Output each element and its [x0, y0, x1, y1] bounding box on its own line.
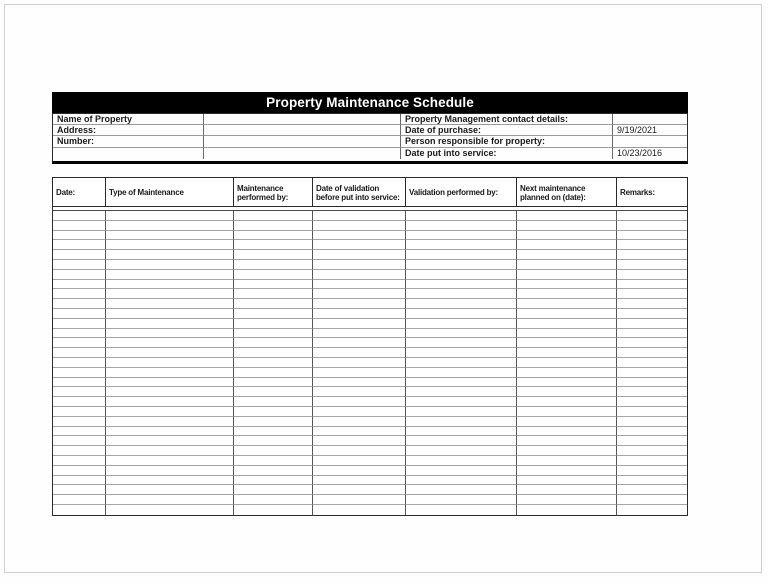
table-row — [53, 485, 687, 495]
number-label: Number: — [53, 136, 204, 147]
empty-cell[interactable] — [617, 397, 687, 407]
empty-cell[interactable] — [53, 329, 106, 339]
empty-cell[interactable] — [617, 231, 687, 241]
empty-cell[interactable] — [106, 280, 234, 290]
empty-cell[interactable] — [406, 466, 517, 476]
empty-cell[interactable] — [53, 427, 106, 437]
empty-cell[interactable] — [517, 211, 617, 221]
empty-cell[interactable] — [53, 270, 106, 280]
empty-cell[interactable] — [517, 270, 617, 280]
empty-cell[interactable] — [617, 329, 687, 339]
empty-cell[interactable] — [234, 505, 313, 515]
date-put-into-service-value[interactable]: 10/23/2016 — [617, 148, 663, 159]
title-bar — [52, 92, 688, 113]
empty-cell[interactable] — [313, 319, 406, 329]
table-row — [53, 466, 687, 476]
empty-cell[interactable] — [406, 456, 517, 466]
empty-cell[interactable] — [106, 417, 234, 427]
empty-cell[interactable] — [234, 417, 313, 427]
empty-cell[interactable] — [106, 289, 234, 299]
empty-cell[interactable] — [406, 387, 517, 397]
empty-cell[interactable] — [234, 436, 313, 446]
empty-cell[interactable] — [53, 280, 106, 290]
empty-cell[interactable] — [234, 427, 313, 437]
empty-cell[interactable] — [234, 309, 313, 319]
empty-cell[interactable] — [234, 250, 313, 260]
table-row — [53, 280, 687, 290]
empty-cell[interactable] — [617, 358, 687, 368]
empty-cell[interactable] — [313, 358, 406, 368]
empty-cell[interactable] — [617, 299, 687, 309]
empty-cell[interactable] — [313, 338, 406, 348]
table-row — [53, 319, 687, 329]
empty-cell[interactable] — [53, 250, 106, 260]
empty-cell[interactable] — [106, 221, 234, 231]
empty-cell[interactable] — [406, 280, 517, 290]
empty-cell[interactable] — [617, 436, 687, 446]
empty-cell[interactable] — [517, 466, 617, 476]
empty-cell[interactable] — [234, 378, 313, 388]
empty-cell[interactable] — [106, 505, 234, 515]
empty-cell[interactable] — [617, 485, 687, 495]
empty-cell[interactable] — [406, 368, 517, 378]
empty-cell[interactable] — [517, 495, 617, 505]
maintenance-schedule-table — [52, 177, 688, 516]
empty-cell[interactable] — [313, 387, 406, 397]
empty-cell[interactable] — [106, 476, 234, 486]
table-row — [53, 446, 687, 456]
empty-cell[interactable] — [53, 358, 106, 368]
empty-cell[interactable] — [517, 280, 617, 290]
empty-cell[interactable] — [106, 466, 234, 476]
address-label: Address: — [53, 125, 204, 136]
empty-cell[interactable] — [106, 368, 234, 378]
empty-cell[interactable] — [617, 280, 687, 290]
table-row — [53, 270, 687, 280]
table-row — [53, 309, 687, 319]
empty-cell[interactable] — [234, 289, 313, 299]
empty-cell[interactable] — [617, 417, 687, 427]
empty-cell[interactable] — [313, 309, 406, 319]
management-contact-label: Property Management contact details: — [401, 114, 613, 125]
empty-cell[interactable] — [617, 250, 687, 260]
empty-cell[interactable] — [234, 280, 313, 290]
empty-cell[interactable] — [106, 309, 234, 319]
empty-cell[interactable] — [406, 309, 517, 319]
empty-cell[interactable] — [617, 348, 687, 358]
empty-cell[interactable] — [517, 250, 617, 260]
empty-cell[interactable] — [53, 466, 106, 476]
empty-cell[interactable] — [313, 505, 406, 515]
empty-cell[interactable] — [234, 221, 313, 231]
empty-cell[interactable] — [106, 329, 234, 339]
empty-cell[interactable] — [406, 358, 517, 368]
empty-cell[interactable] — [234, 397, 313, 407]
empty-cell[interactable] — [313, 348, 406, 358]
empty-cell[interactable] — [234, 476, 313, 486]
empty-cell[interactable] — [406, 407, 517, 417]
empty-cell[interactable] — [53, 319, 106, 329]
empty-cell[interactable] — [617, 309, 687, 319]
empty-cell[interactable] — [517, 309, 617, 319]
empty-cell[interactable] — [53, 397, 106, 407]
table-row — [53, 436, 687, 446]
empty-cell[interactable] — [313, 476, 406, 486]
empty-cell[interactable] — [234, 319, 313, 329]
empty-cell[interactable] — [106, 378, 234, 388]
empty-cell[interactable] — [517, 505, 617, 515]
empty-cell[interactable] — [406, 221, 517, 231]
empty-cell[interactable] — [53, 231, 106, 241]
empty-cell[interactable] — [313, 407, 406, 417]
table-row — [53, 348, 687, 358]
empty-cell[interactable] — [517, 378, 617, 388]
column-header-validation-performed-by: Validation performed by: — [406, 178, 517, 206]
table-row — [53, 358, 687, 368]
empty-cell[interactable] — [234, 358, 313, 368]
empty-cell[interactable] — [234, 348, 313, 358]
empty-cell[interactable] — [313, 417, 406, 427]
empty-cell[interactable] — [313, 456, 406, 466]
empty-cell[interactable] — [406, 338, 517, 348]
empty-cell[interactable] — [106, 446, 234, 456]
table-row — [53, 427, 687, 437]
empty-cell[interactable] — [517, 407, 617, 417]
address-field[interactable] — [204, 125, 401, 136]
table-row — [53, 231, 687, 241]
empty-cell[interactable] — [313, 368, 406, 378]
empty-cell[interactable] — [53, 407, 106, 417]
empty-cell[interactable] — [313, 495, 406, 505]
empty-cell[interactable] — [617, 495, 687, 505]
name-of-property-label: Name of Property — [53, 114, 204, 125]
empty-cell[interactable] — [53, 485, 106, 495]
empty-cell[interactable] — [313, 329, 406, 339]
empty-cell[interactable] — [53, 211, 106, 221]
number-field[interactable] — [204, 136, 401, 147]
empty-cell[interactable] — [234, 407, 313, 417]
blank-field[interactable] — [204, 148, 401, 159]
column-header-maintenance-performed-by: Maintenance performed by: — [234, 178, 313, 206]
empty-cell[interactable] — [53, 240, 106, 250]
empty-cell[interactable] — [313, 240, 406, 250]
empty-cell[interactable] — [106, 427, 234, 437]
table-row — [53, 240, 687, 250]
empty-cell[interactable] — [517, 397, 617, 407]
empty-cell[interactable] — [234, 260, 313, 270]
empty-cell[interactable] — [106, 387, 234, 397]
empty-cell[interactable] — [53, 221, 106, 231]
management-contact-field[interactable] — [613, 114, 687, 125]
empty-cell[interactable] — [617, 270, 687, 280]
table-row — [53, 211, 687, 221]
empty-cell[interactable] — [406, 211, 517, 221]
empty-cell[interactable] — [313, 231, 406, 241]
table-header-row — [53, 178, 687, 207]
empty-cell[interactable] — [517, 221, 617, 231]
empty-cell[interactable] — [234, 338, 313, 348]
empty-cell[interactable] — [234, 485, 313, 495]
table-row — [53, 505, 687, 515]
empty-cell[interactable] — [53, 387, 106, 397]
empty-cell[interactable] — [406, 319, 517, 329]
empty-cell[interactable] — [617, 446, 687, 456]
empty-cell[interactable] — [106, 299, 234, 309]
empty-cell[interactable] — [106, 338, 234, 348]
empty-cell[interactable] — [617, 211, 687, 221]
empty-cell[interactable] — [517, 299, 617, 309]
empty-cell[interactable] — [106, 319, 234, 329]
table-row — [53, 387, 687, 397]
empty-cell[interactable] — [313, 436, 406, 446]
empty-cell[interactable] — [517, 240, 617, 250]
empty-cell[interactable] — [53, 348, 106, 358]
empty-cell[interactable] — [517, 485, 617, 495]
empty-cell[interactable] — [53, 495, 106, 505]
table-row — [53, 378, 687, 388]
empty-cell[interactable] — [617, 456, 687, 466]
empty-cell[interactable] — [234, 270, 313, 280]
date-of-purchase-value[interactable]: 9/19/2021 — [613, 125, 687, 136]
empty-cell[interactable] — [234, 446, 313, 456]
empty-cell[interactable] — [406, 299, 517, 309]
empty-cell[interactable] — [406, 476, 517, 486]
empty-cell[interactable] — [234, 231, 313, 241]
empty-cell[interactable] — [106, 211, 234, 221]
empty-cell[interactable] — [234, 495, 313, 505]
table-row — [53, 289, 687, 299]
responsible-person-field[interactable] — [613, 136, 687, 147]
empty-cell[interactable] — [313, 446, 406, 456]
empty-cell[interactable] — [234, 211, 313, 221]
empty-cell[interactable] — [234, 387, 313, 397]
empty-cell[interactable] — [53, 260, 106, 270]
empty-cell[interactable] — [313, 221, 406, 231]
column-header-remarks: Remarks: — [620, 188, 655, 198]
empty-cell[interactable] — [313, 397, 406, 407]
empty-cell[interactable] — [106, 485, 234, 495]
empty-cell[interactable] — [406, 417, 517, 427]
empty-cell[interactable] — [517, 436, 617, 446]
name-of-property-field[interactable] — [204, 114, 401, 125]
empty-cell[interactable] — [406, 348, 517, 358]
empty-cell[interactable] — [617, 476, 687, 486]
date-put-into-service-label: Date put into service: — [401, 148, 613, 159]
empty-cell[interactable] — [313, 299, 406, 309]
empty-cell[interactable] — [106, 231, 234, 241]
date-of-purchase-label: Date of purchase: — [401, 125, 613, 136]
empty-cell[interactable] — [313, 280, 406, 290]
empty-cell[interactable] — [617, 221, 687, 231]
empty-cell[interactable] — [517, 348, 617, 358]
empty-cell[interactable] — [517, 319, 617, 329]
empty-cell[interactable] — [406, 485, 517, 495]
empty-cell[interactable] — [53, 338, 106, 348]
empty-cell[interactable] — [517, 260, 617, 270]
empty-cell[interactable] — [234, 299, 313, 309]
column-header-type-of-maintenance: Type of Maintenance — [106, 178, 234, 206]
maintenance-table-body — [53, 211, 687, 515]
table-row — [53, 476, 687, 486]
empty-cell[interactable] — [53, 456, 106, 466]
empty-cell[interactable] — [617, 338, 687, 348]
empty-cell[interactable] — [406, 436, 517, 446]
table-row — [53, 260, 687, 270]
column-header-date: Date: — [53, 178, 106, 206]
empty-cell[interactable] — [406, 495, 517, 505]
empty-cell[interactable] — [406, 289, 517, 299]
empty-cell[interactable] — [617, 387, 687, 397]
empty-cell[interactable] — [517, 476, 617, 486]
empty-cell[interactable] — [106, 456, 234, 466]
empty-cell[interactable] — [617, 260, 687, 270]
empty-cell[interactable] — [313, 378, 406, 388]
table-row — [53, 368, 687, 378]
empty-cell[interactable] — [313, 260, 406, 270]
empty-cell[interactable] — [106, 260, 234, 270]
table-row — [53, 456, 687, 466]
empty-cell[interactable] — [617, 407, 687, 417]
empty-cell[interactable] — [517, 368, 617, 378]
table-row — [53, 221, 687, 231]
empty-cell[interactable] — [53, 299, 106, 309]
empty-cell[interactable] — [106, 240, 234, 250]
empty-cell[interactable] — [617, 466, 687, 476]
empty-cell[interactable] — [517, 417, 617, 427]
empty-cell[interactable] — [106, 358, 234, 368]
empty-cell[interactable] — [234, 368, 313, 378]
empty-cell[interactable] — [517, 358, 617, 368]
empty-cell[interactable] — [406, 378, 517, 388]
empty-cell[interactable] — [517, 446, 617, 456]
empty-cell[interactable] — [517, 289, 617, 299]
empty-cell[interactable] — [313, 427, 406, 437]
property-info-table — [52, 113, 688, 164]
empty-cell[interactable] — [106, 397, 234, 407]
empty-cell[interactable] — [617, 427, 687, 437]
empty-cell[interactable] — [617, 378, 687, 388]
table-row — [53, 397, 687, 407]
empty-cell[interactable] — [53, 378, 106, 388]
page-title: Property Maintenance Schedule — [266, 95, 474, 110]
empty-cell[interactable] — [406, 427, 517, 437]
empty-cell[interactable] — [313, 250, 406, 260]
empty-cell[interactable] — [406, 260, 517, 270]
empty-cell[interactable] — [406, 250, 517, 260]
empty-cell[interactable] — [517, 338, 617, 348]
empty-cell[interactable] — [517, 329, 617, 339]
empty-cell[interactable] — [313, 485, 406, 495]
empty-cell[interactable] — [406, 329, 517, 339]
empty-cell[interactable] — [617, 319, 687, 329]
empty-cell[interactable] — [313, 289, 406, 299]
empty-cell[interactable] — [406, 446, 517, 456]
empty-cell[interactable] — [617, 289, 687, 299]
table-row — [53, 329, 687, 339]
empty-cell[interactable] — [53, 505, 106, 515]
empty-cell[interactable] — [406, 270, 517, 280]
empty-cell[interactable] — [406, 231, 517, 241]
empty-cell[interactable] — [313, 270, 406, 280]
empty-cell[interactable] — [106, 436, 234, 446]
empty-cell[interactable] — [53, 309, 106, 319]
empty-cell[interactable] — [106, 495, 234, 505]
empty-cell[interactable] — [517, 231, 617, 241]
empty-cell[interactable] — [234, 456, 313, 466]
empty-cell[interactable] — [106, 270, 234, 280]
empty-cell[interactable] — [517, 387, 617, 397]
empty-cell[interactable] — [617, 240, 687, 250]
empty-cell[interactable] — [313, 466, 406, 476]
empty-cell[interactable] — [53, 417, 106, 427]
table-row — [53, 299, 687, 309]
table-row — [53, 250, 687, 260]
empty-cell[interactable] — [53, 476, 106, 486]
table-row — [53, 495, 687, 505]
empty-cell[interactable] — [53, 289, 106, 299]
empty-cell[interactable] — [406, 240, 517, 250]
empty-cell[interactable] — [517, 456, 617, 466]
empty-cell[interactable] — [234, 329, 313, 339]
column-header-date-of-validation: Date of validation before put into service: — [313, 178, 406, 206]
empty-cell[interactable] — [517, 427, 617, 437]
empty-cell[interactable] — [53, 446, 106, 456]
empty-cell[interactable] — [106, 250, 234, 260]
table-row — [53, 407, 687, 417]
empty-cell[interactable] — [617, 368, 687, 378]
empty-cell[interactable] — [313, 211, 406, 221]
empty-cell[interactable] — [617, 505, 687, 515]
empty-cell[interactable] — [406, 505, 517, 515]
blank-label-cell — [53, 148, 204, 159]
empty-cell[interactable] — [234, 240, 313, 250]
table-row — [53, 417, 687, 427]
column-header-next-maintenance: Next maintenance planned on (date): — [517, 178, 617, 206]
table-row — [53, 338, 687, 348]
empty-cell[interactable] — [106, 407, 234, 417]
empty-cell[interactable] — [53, 368, 106, 378]
empty-cell[interactable] — [406, 397, 517, 407]
responsible-person-label: Person responsible for property: — [401, 136, 613, 147]
empty-cell[interactable] — [53, 436, 106, 446]
empty-cell[interactable] — [234, 466, 313, 476]
empty-cell[interactable] — [106, 348, 234, 358]
